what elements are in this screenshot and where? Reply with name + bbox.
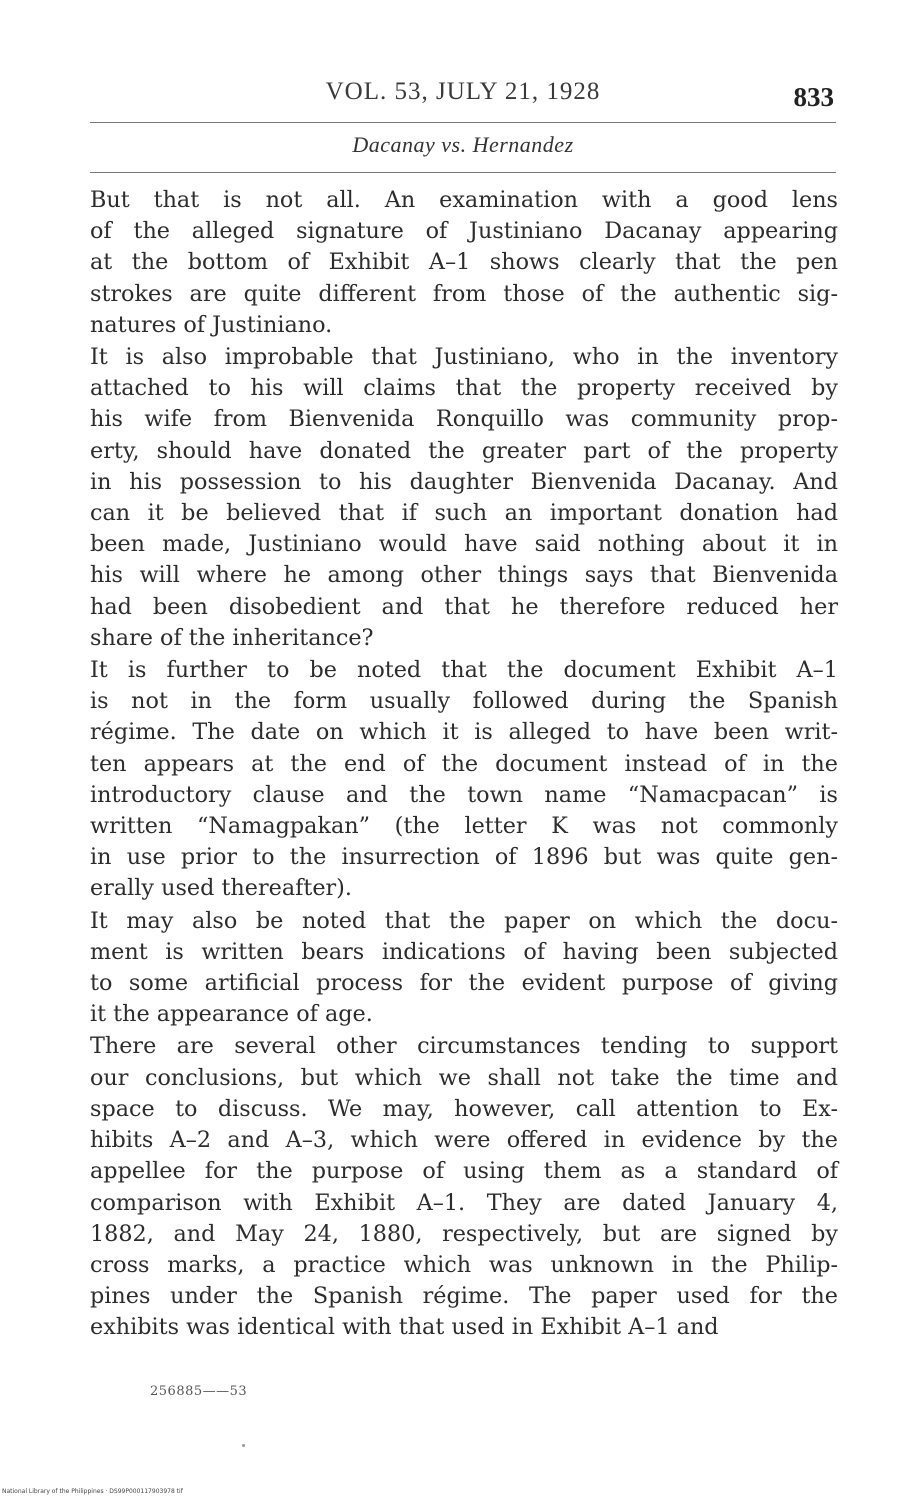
case-title: Dacanay vs. Hernandez: [352, 132, 574, 157]
text-line: in his possession to his daughter Bienvenida Dacanay. And: [90, 468, 838, 495]
running-head: [92, 78, 834, 112]
text-line: pines under the Spanish régime. The paper used for the: [90, 1283, 838, 1310]
header-rule-top: [90, 122, 836, 123]
header-rule-bottom: [90, 172, 836, 173]
text-line: It is also improbable that Justiniano, who in the inventory: [90, 344, 838, 371]
text-line: been made, Justiniano would have said nothing about it in: [90, 531, 838, 558]
text-line: our conclusions, but which we shall not take the time and: [90, 1064, 838, 1091]
text-line: natures of Justiniano.: [90, 311, 333, 338]
text-line: is not in the form usually followed during the Spanish: [90, 688, 838, 715]
text-line: It is further to be noted that the document Exhibit A–1: [90, 657, 838, 684]
text-line: share of the inheritance?: [90, 624, 374, 651]
text-line: his will where he among other things says that Bienvenida: [90, 562, 838, 589]
paragraph: [90, 906, 838, 1031]
text-line: introductory clause and the town name “Namacpacan” is: [90, 781, 838, 808]
text-line: There are several other circumstances tending to support: [90, 1033, 838, 1060]
text-line: written “Namagpakan” (the letter K was not commonly: [90, 813, 838, 840]
text-line: It may also be noted that the paper on which the docu-: [90, 907, 838, 934]
text-line: ten appears at the end of the document instead of in the: [90, 750, 838, 777]
text-line: appellee for the purpose of using them as a standard of: [90, 1158, 838, 1185]
text-line: exhibits was identical with that used in Exhibit A–1 and: [90, 1314, 719, 1341]
stray-dot: [242, 1444, 245, 1447]
text-line: erty, should have donated the greater part of the property: [90, 437, 838, 464]
text-line: régime. The date on which it is alleged to have been writ-: [90, 719, 838, 746]
text-line: at the bottom of Exhibit A–1 shows clearly that the pen: [90, 249, 838, 276]
text-line: had been disobedient and that he therefore reduced her: [90, 593, 838, 620]
signature-mark: 256885——53: [150, 1384, 248, 1399]
paragraph: [90, 1031, 838, 1343]
text-line: strokes are quite different from those of the authentic sig-: [90, 280, 838, 307]
text-line: space to discuss. We may, however, call attention to Ex-: [90, 1095, 838, 1122]
page-number: 833: [793, 82, 834, 112]
text-line: it the appearance of age.: [90, 1001, 373, 1028]
text-line: can it be believed that if such an important donation had: [90, 500, 838, 527]
text-line: cross marks, a practice which was unknown in the Philip-: [90, 1251, 838, 1278]
text-line: his wife from Bienvenida Ronquillo was community prop-: [90, 406, 838, 433]
volume-date-heading: VOL. 53, JULY 21, 1928: [325, 78, 601, 105]
paragraph: [90, 655, 838, 905]
paragraph: [90, 342, 838, 654]
text-line: of the alleged signature of Justiniano Dacanay appearing: [90, 218, 838, 245]
text-line: hibits A–2 and A–3, which were offered in evidence by the: [90, 1127, 838, 1154]
scan-credit: National Library of the Philippines · DS99P000117903978 tif: [2, 1488, 183, 1495]
paragraph: [90, 185, 838, 341]
body-text: [90, 185, 838, 1345]
text-line: in use prior to the insurrection of 1896 but was quite gen-: [90, 844, 838, 871]
text-line: erally used thereafter).: [90, 875, 352, 902]
text-line: But that is not all. An examination with a good lens: [90, 187, 838, 213]
text-line: comparison with Exhibit A–1. They are dated January 4,: [90, 1189, 838, 1216]
text-line: attached to his will claims that the property received by: [90, 375, 838, 402]
text-line: to some artificial process for the evident purpose of giving: [90, 970, 838, 997]
text-line: ment is written bears indications of having been subjected: [90, 938, 838, 965]
text-line: 1882, and May 24, 1880, respectively, but are signed by: [90, 1220, 838, 1247]
